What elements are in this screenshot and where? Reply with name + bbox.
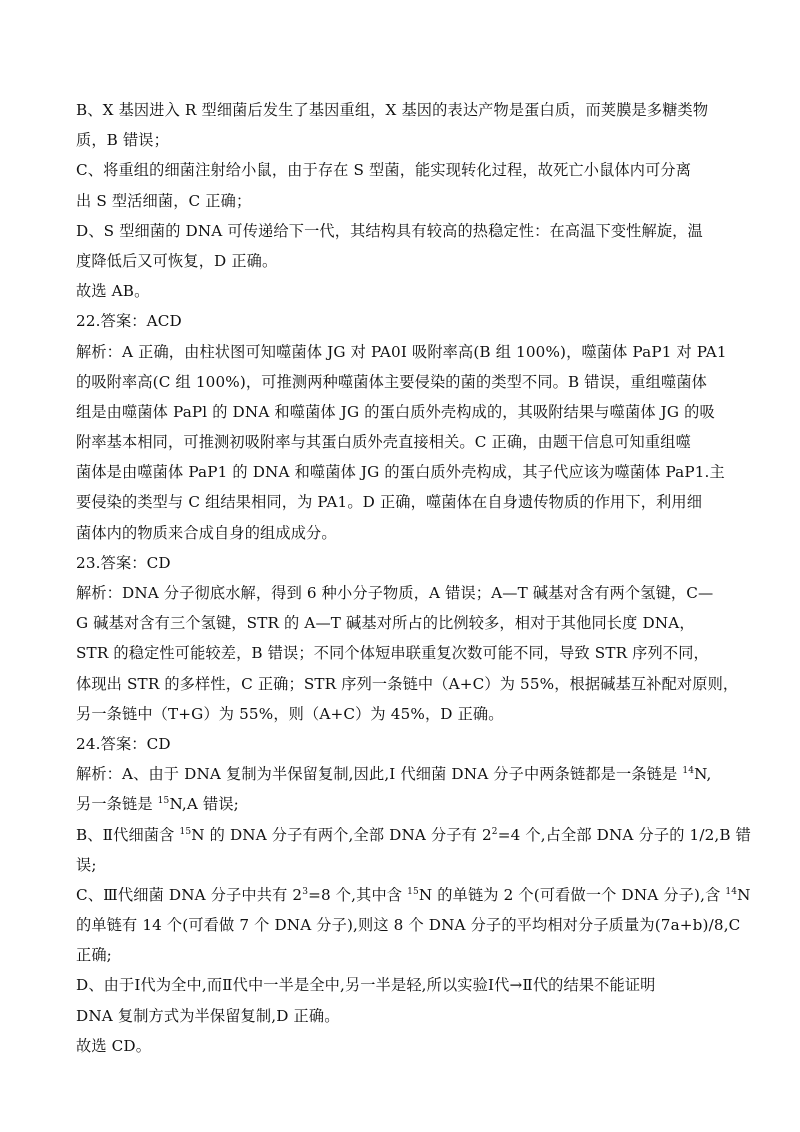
text-line: 解析：DNA 分子彻底水解，得到 6 种小分子物质，A 错误；A—T 碱基对含有两个氢键，C— [76,584,714,602]
text-segment: B、Ⅱ代细菌含 [76,825,180,844]
text-line: 菌体内的物质来合成自身的组成成分。 [76,523,337,542]
text-segment: =8 个,其中含 [308,885,408,904]
superscript: 15 [157,796,170,807]
answer-heading: 22.答案：ACD [76,312,182,331]
text-line: C、将重组的细菌注射给小鼠，由于存在 S 型菌，能实现转化过程，故死亡小鼠体内可分离 [76,161,692,180]
text-line: 体现出 STR 的多样性，C 正确；STR 序列一条链中（A+C）为 55%，根据碱基互补配对原则， [76,674,739,693]
text-line: 质，B 错误； [76,131,169,150]
text-line: 误; [76,855,97,874]
text-line: 故选 CD。 [76,1036,152,1055]
text-line: 组是由噬菌体 PaPl 的 DNA 和噬菌体 JG 的蛋白质外壳构成的，其吸附结果与噬菌体 JG 的吸 [76,402,715,421]
text-line: D、S 型细菌的 DNA 可传递给下一代，其结构具有较高的热稳定性：在高温下变性解旋，温 [76,221,703,240]
text-line: 正确; [76,946,112,965]
text-line: 菌体是由噬菌体 PaP1 的 DNA 和噬菌体 JG 的蛋白质外壳构成，其子代应该为噬菌体 PaP1.主 [76,463,725,482]
text-segment: N [737,885,751,904]
answer-heading: 23.答案：CD [76,553,171,572]
text-segment: N 的单链为 2 个(可看做一个 DNA 分子),含 [418,885,726,904]
text-line: 要侵染的类型与 C 组结果相同，为 PA1。D 正确，噬菌体在自身遗传物质的作用下，利用细 [76,493,703,512]
text-line: B、X 基因进入 R 型细菌后发生了基因重组，X 基因的表达产物是蛋白质，而荚膜是多糖类物 [76,101,709,119]
superscript: 3 [302,886,309,897]
text-line: G 碱基对含有三个氢键，STR 的 A—T 碱基对所占的比例较多，相对于其他同长度 DNA， [76,614,695,633]
text-line: 度降低后又可恢复，D 正确。 [76,251,278,270]
text-segment: 另一条链是 [76,795,158,814]
text-segment: N, [694,765,712,784]
text-segment: N,A 错误; [169,795,239,814]
text-line [76,759,732,789]
text-line: 故选 AB。 [76,282,150,301]
text-segment: =4 个,占全部 DNA 分子的 1/2,B 错 [497,825,752,844]
superscript: 14 [682,766,695,777]
superscript: 14 [725,886,738,897]
text-line: 附率基本相同，可推测初吸附率与其蛋白质外壳直接相关。C 正确，由题干信息可知重组噬 [76,433,691,452]
answer-heading: 24.答案：CD [76,734,171,753]
text-line: 另一条链中（T+G）为 55%，则（A+C）为 45%，D 正确。 [76,704,504,723]
superscript: 2 [491,826,498,837]
superscript: 15 [179,826,192,837]
text-line: D、由于Ⅰ代为全中,而Ⅱ代中一半是全中,另一半是轻,所以实验Ⅰ代→Ⅱ代的结果不能证明 [76,976,656,995]
text-line [76,880,751,910]
text-line: 的吸附率高(C 组 100%)，可推测两种噬菌体主要侵染的菌的类型不同。B 错误，重组噬菌体 [76,372,707,391]
text-line: DNA 复制方式为半保留复制,D 正确。 [76,1006,340,1025]
text-line: STR 的稳定性可能较差，B 错误；不同个体短串联重复次数可能不同，导致 STR 序列不同， [76,644,709,663]
text-segment: C、Ⅲ代细菌 DNA 分子中共有 2 [76,885,303,904]
text-segment: N 的 DNA 分子有两个,全部 DNA 分子有 2 [191,825,492,844]
text-segment: 解析：A、由于 DNA 复制为半保留复制,因此,I 代细菌 DNA 分子中两条链都是一条链是 [76,765,683,784]
text-line: 解析：A 正确，由柱状图可知噬菌体 JG 对 PA0I 吸附率高(B 组 100%)，噬菌体 PaP1 对 PA1 [76,342,727,361]
document-page [76,95,752,1061]
text-line [76,789,732,819]
text-line: 的单链有 14 个(可看做 7 个 DNA 分子),则这 8 个 DNA 分子的平均相对分子质量为(7a+b)/8,C [76,916,741,935]
text-line: 出 S 型活细菌，C 正确； [76,191,252,210]
text-line [76,820,752,850]
superscript: 15 [407,886,419,897]
